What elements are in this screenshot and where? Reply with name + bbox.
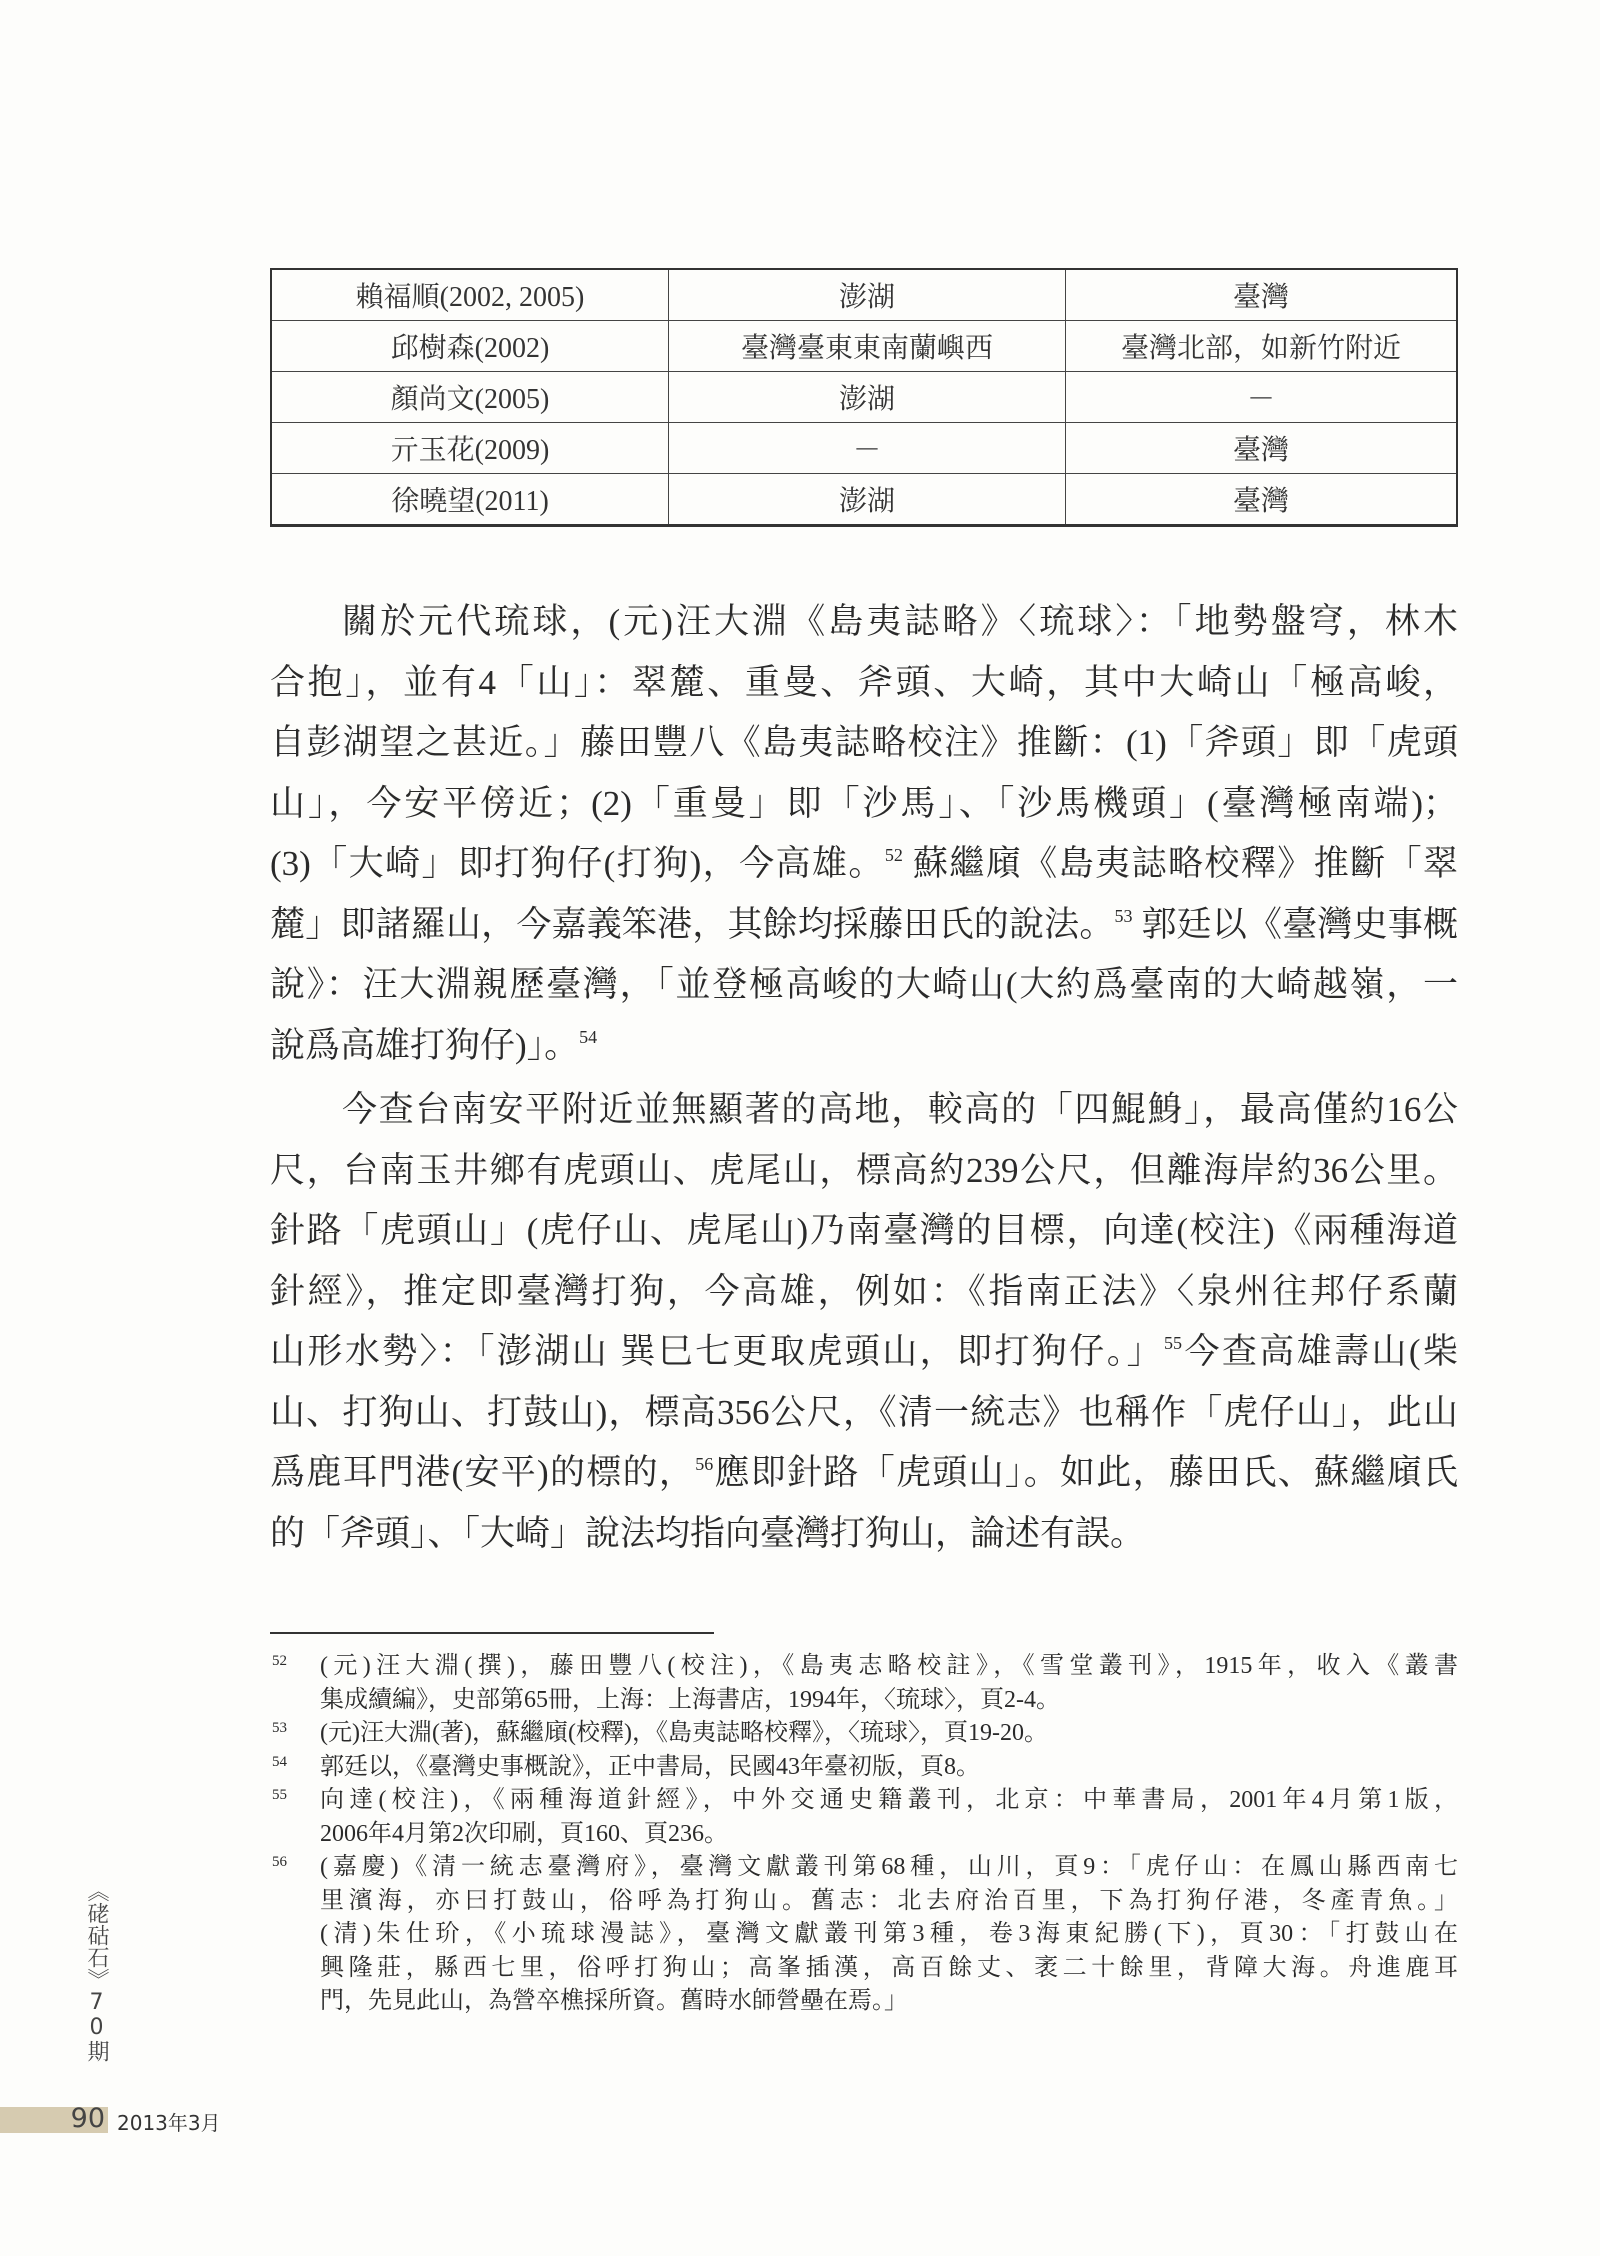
text-segment: 山形水勢〉：「澎湖山 巽巳七更取虎頭山，即打狗仔。」 xyxy=(270,1332,1165,1371)
text-line xyxy=(270,1080,1458,1141)
text-line xyxy=(270,592,1458,653)
issue-date: 2013年3月 xyxy=(117,2111,221,2135)
footnote xyxy=(270,1751,1458,1785)
location-a-cell: 澎湖 xyxy=(669,372,1066,423)
journal-name: 《硓𥑮石》 xyxy=(84,1880,109,1990)
text-segment: 今查高雄壽山(柴 xyxy=(1182,1332,1458,1371)
location-b-cell: 臺灣 xyxy=(1066,269,1458,321)
footnote-line: 2006年4月第2次印刷，頁160、頁236。 xyxy=(320,1820,728,1847)
text-segment: 應即針路「虎頭山」。如此，藤田氏、蘇繼廎氏 xyxy=(713,1453,1458,1492)
footnote-line: (清)朱仕玠，《小琉球漫誌》，臺灣文獻叢刊第3種，卷3海東紀勝(下)，頁30：「打鼓山在 xyxy=(320,1921,1458,1947)
footnote-ref: 53 xyxy=(1114,905,1133,926)
footnote-number: 53 xyxy=(272,1720,287,1736)
footnote xyxy=(270,1717,1458,1751)
footnote-number: 55 xyxy=(272,1787,287,1803)
scholar-cell: 徐曉望(2011) xyxy=(271,474,669,526)
text-line xyxy=(270,1201,1458,1262)
location-a-cell: 臺灣臺東東南蘭嶼西 xyxy=(669,321,1066,372)
scholar-cell: 顏尚文(2005) xyxy=(271,372,669,423)
text-segment: 麓」即諸羅山，今嘉義笨港，其餘均採藤田氏的說法。 xyxy=(270,904,1115,944)
location-a-cell: － xyxy=(669,423,1066,474)
text-line xyxy=(270,1016,1458,1077)
text-segment: 山」，今安平傍近；(2)「重曼」即「沙馬」、「沙馬機頭」(臺灣極南端)； xyxy=(270,783,1458,823)
text-segment: 爲鹿耳門港(安平)的標的， xyxy=(270,1453,696,1492)
text-line xyxy=(270,1504,1458,1565)
table-row xyxy=(271,474,1457,526)
text-segment: 山、打狗山、打鼓山)，標高356公尺，《清一統志》也稱作「虎仔山」，此山 xyxy=(270,1392,1458,1432)
footnote-line: 里濱海，亦曰打鼓山，俗呼為打狗山。舊志：北去府治百里，下為打狗仔港，冬產青魚。」 xyxy=(320,1887,1458,1914)
text-line xyxy=(270,895,1458,956)
text-segment: 的「斧頭」、「大崎」說法均指向臺灣打狗山，論述有誤。 xyxy=(270,1513,1146,1553)
location-a-cell: 澎湖 xyxy=(669,474,1066,526)
page-number: 90 xyxy=(70,2103,105,2134)
text-segment: 關於元代琉球，(元)汪大淵《島夷誌略》〈琉球〉：「地勢盤穹，林木 xyxy=(342,602,1458,641)
footnote-line: (元)汪大淵(撰)，藤田豐八(校注)，《島夷志略校註》，《雪堂叢刊》，1915年，收入《叢書 xyxy=(320,1653,1458,1679)
comparison-table xyxy=(270,268,1458,527)
text-line xyxy=(270,774,1458,835)
location-b-cell: 臺灣 xyxy=(1066,423,1458,474)
journal-running-title xyxy=(84,1880,108,2095)
footnote xyxy=(270,1851,1458,2019)
text-segment: 說》：汪大淵親歷臺灣，「並登極高峻的大崎山(大約爲臺南的大崎越嶺，一 xyxy=(270,965,1458,1004)
scholar-cell: 賴福順(2002, 2005) xyxy=(271,269,669,321)
text-segment: (3)「大崎」即打狗仔(打狗)，今高雄。 xyxy=(270,844,885,883)
footnote-line: 門，先見此山，為營卒樵採所資。舊時水師營壘在焉。」 xyxy=(320,1988,908,2014)
scholar-cell: 邱樹森(2002) xyxy=(271,321,669,372)
scholar-cell: 亓玉花(2009) xyxy=(271,423,669,474)
body-paragraph-2 xyxy=(270,1080,1458,1564)
text-line xyxy=(270,713,1458,774)
table-row xyxy=(271,372,1457,423)
footnote-ref: 52 xyxy=(884,845,903,865)
text-line xyxy=(270,1262,1458,1323)
body-paragraph-1 xyxy=(270,592,1458,1076)
text-segment: 今查台南安平附近並無顯著的高地，較高的「四鯤鯓」，最高僅約16公 xyxy=(342,1090,1458,1129)
text-line xyxy=(270,1141,1458,1202)
text-segment: 合抱」，並有4「山」：翠麓、重曼、斧頭、大崎，其中大崎山「極高峻， xyxy=(270,662,1458,702)
text-segment: 說爲高雄打狗仔)」。 xyxy=(270,1025,580,1065)
text-line xyxy=(270,653,1458,714)
footnote-line: 集成續編》，史部第65冊，上海：上海書店，1994年，〈琉球〉，頁2-4。 xyxy=(320,1686,1060,1713)
footnotes xyxy=(270,1650,1458,2019)
footnote-number: 54 xyxy=(272,1753,287,1770)
text-segment: 蘇繼廎《島夷誌略校釋》推斷「翠 xyxy=(902,844,1458,883)
text-line xyxy=(270,955,1458,1016)
footnote xyxy=(270,1650,1458,1717)
text-line xyxy=(270,1322,1458,1383)
text-segment: 尺，台南玉井鄉有虎頭山、虎尾山，標高約239公尺，但離海岸約36公里。 xyxy=(270,1150,1458,1190)
location-a-cell: 澎湖 xyxy=(669,269,1066,321)
footnote-ref: 54 xyxy=(579,1026,598,1047)
table-row xyxy=(271,269,1457,321)
location-b-cell: 臺灣北部，如新竹附近 xyxy=(1066,321,1458,372)
text-segment: 針路「虎頭山」(虎仔山、虎尾山)乃南臺灣的目標，向達(校注)《兩種海道 xyxy=(270,1211,1458,1250)
footnote-number: 52 xyxy=(272,1653,287,1669)
text-segment: 針經》，推定即臺灣打狗，今高雄，例如：《指南正法》〈泉州往邦仔系蘭 xyxy=(270,1271,1458,1311)
page-number-bar xyxy=(0,2103,108,2134)
text-line xyxy=(270,1383,1458,1444)
footnote-divider xyxy=(270,1632,714,1634)
location-b-cell: － xyxy=(1066,372,1458,423)
location-b-cell: 臺灣 xyxy=(1066,474,1458,526)
text-line xyxy=(270,834,1458,895)
text-line xyxy=(270,1443,1458,1504)
footnote-line: (元)汪大淵(著)，蘇繼廎(校釋)，《島夷誌略校釋》，〈琉球〉，頁19-20。 xyxy=(320,1720,1048,1746)
footnote xyxy=(270,1784,1458,1851)
footnote-number: 56 xyxy=(272,1854,287,1870)
footnote-line: (嘉慶)《清一統志臺灣府》，臺灣文獻叢刊第68種，山川，頁9：「虎仔山：在鳳山縣西南七 xyxy=(320,1854,1458,1880)
footnote-ref: 56 xyxy=(695,1454,714,1474)
text-segment: 郭廷以《臺灣史事概 xyxy=(1132,904,1458,944)
footnote-line: 向達(校注)，《兩種海道針經》，中外交通史籍叢刊，北京：中華書局，2001年4月第1版， xyxy=(320,1787,1458,1813)
table-body xyxy=(271,269,1457,526)
table-row xyxy=(271,321,1457,372)
issue-number: 70期 xyxy=(84,1990,109,2062)
footnote-line: 郭廷以，《臺灣史事概說》，正中書局，民國43年臺初版，頁8。 xyxy=(320,1753,980,1780)
table-row xyxy=(271,423,1457,474)
footnote-ref: 55 xyxy=(1164,1333,1183,1353)
text-segment: 自彭湖望之甚近。」藤田豐八《島夷誌略校注》推斷：(1)「斧頭」即「虎頭 xyxy=(270,723,1458,762)
footnote-line: 興隆莊，縣西七里，俗呼打狗山；高峯插漢，高百餘丈、袤二十餘里，背障大海。舟進鹿耳 xyxy=(320,1954,1458,1981)
